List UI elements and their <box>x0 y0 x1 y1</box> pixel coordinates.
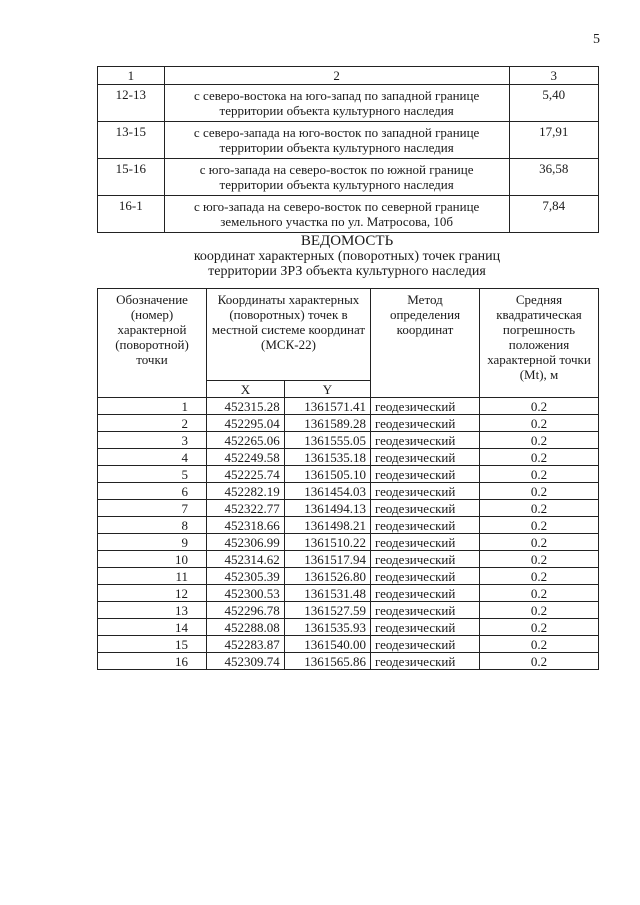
segment-id: 13-15 <box>98 122 165 159</box>
coord-method: геодезический <box>371 585 480 602</box>
segments-header-col-2: 2 <box>164 67 509 85</box>
coord-method: геодезический <box>371 619 480 636</box>
point-number: 16 <box>98 653 207 670</box>
table-row <box>98 636 599 653</box>
coord-y: 1361535.18 <box>284 449 370 466</box>
coord-error: 0.2 <box>480 653 599 670</box>
coord-error: 0.2 <box>480 483 599 500</box>
coord-error: 0.2 <box>480 534 599 551</box>
coord-method: геодезический <box>371 415 480 432</box>
segment-description: с северо-востока на юго-запад по западной границе территории объекта культурного наследия <box>164 85 509 122</box>
table-row <box>98 551 599 568</box>
point-number: 13 <box>98 602 207 619</box>
table-row <box>98 568 599 585</box>
point-number: 10 <box>98 551 207 568</box>
table-row <box>98 466 599 483</box>
coord-y: 1361454.03 <box>284 483 370 500</box>
header-coordinates: Координаты характерных (поворотных) точек в местной системе координат (МСК-22) <box>207 289 371 381</box>
coord-x: 452265.06 <box>207 432 285 449</box>
coord-x: 452282.19 <box>207 483 285 500</box>
coord-y: 1361494.13 <box>284 500 370 517</box>
coord-y: 1361517.94 <box>284 551 370 568</box>
coord-error: 0.2 <box>480 568 599 585</box>
point-number: 4 <box>98 449 207 466</box>
coord-error: 0.2 <box>480 415 599 432</box>
header-y: Y <box>284 381 370 398</box>
coord-error: 0.2 <box>480 636 599 653</box>
segment-id: 12-13 <box>98 85 165 122</box>
table-row <box>98 500 599 517</box>
coord-x: 452315.28 <box>207 398 285 415</box>
coord-error: 0.2 <box>480 449 599 466</box>
coord-y: 1361527.59 <box>284 602 370 619</box>
coord-x: 452249.58 <box>207 449 285 466</box>
segment-description: с юго-запада на северо-восток по северной границе земельного участка по ул. Матросова, 10б <box>164 196 509 233</box>
coord-y: 1361571.41 <box>284 398 370 415</box>
point-number: 5 <box>98 466 207 483</box>
coord-x: 452296.78 <box>207 602 285 619</box>
coord-method: геодезический <box>371 483 480 500</box>
header-x: X <box>207 381 285 398</box>
coord-x: 452318.66 <box>207 517 285 534</box>
coord-method: геодезический <box>371 466 480 483</box>
coord-error: 0.2 <box>480 517 599 534</box>
table-row <box>98 585 599 602</box>
segment-row <box>98 196 599 233</box>
coord-y: 1361526.80 <box>284 568 370 585</box>
segments-header-col-1: 1 <box>98 67 165 85</box>
segments-header-col-3: 3 <box>509 67 598 85</box>
segment-id: 16-1 <box>98 196 165 233</box>
point-number: 15 <box>98 636 207 653</box>
coord-error: 0.2 <box>480 551 599 568</box>
coord-x: 452314.62 <box>207 551 285 568</box>
coord-y: 1361540.00 <box>284 636 370 653</box>
point-number: 9 <box>98 534 207 551</box>
coord-x: 452306.99 <box>207 534 285 551</box>
coord-error: 0.2 <box>480 500 599 517</box>
segments-table <box>97 66 599 233</box>
table-row <box>98 534 599 551</box>
coord-method: геодезический <box>371 653 480 670</box>
coord-x: 452225.74 <box>207 466 285 483</box>
coord-y: 1361535.93 <box>284 619 370 636</box>
point-number: 11 <box>98 568 207 585</box>
coord-x: 452288.08 <box>207 619 285 636</box>
coord-error: 0.2 <box>480 432 599 449</box>
coord-y: 1361555.05 <box>284 432 370 449</box>
statement-subtitle-line-2: территории ЗРЗ объекта культурного наследия <box>208 264 486 279</box>
coord-method: геодезический <box>371 517 480 534</box>
segment-id: 15-16 <box>98 159 165 196</box>
coord-method: геодезический <box>371 534 480 551</box>
point-number: 1 <box>98 398 207 415</box>
coord-y: 1361589.28 <box>284 415 370 432</box>
statement-subtitle-line-1: координат характерных (поворотных) точек границ <box>193 249 501 264</box>
segment-row <box>98 85 599 122</box>
segment-length: 7,84 <box>509 196 598 233</box>
coord-x: 452305.39 <box>207 568 285 585</box>
table-row <box>98 398 599 415</box>
segment-length: 17,91 <box>509 122 598 159</box>
coord-y: 1361505.10 <box>284 466 370 483</box>
coord-error: 0.2 <box>480 619 599 636</box>
table-row <box>98 415 599 432</box>
point-number: 8 <box>98 517 207 534</box>
coord-error: 0.2 <box>480 398 599 415</box>
coord-error: 0.2 <box>480 585 599 602</box>
table-row <box>98 449 599 466</box>
coord-method: геодезический <box>371 551 480 568</box>
segment-description: с юго-запада на северо-восток по южной границе территории объекта культурного наследия <box>164 159 509 196</box>
coord-method: геодезический <box>371 398 480 415</box>
coord-y: 1361565.86 <box>284 653 370 670</box>
header-mean-error: Средняя квадратическая погрешность положения характерной точки (Mt), м <box>480 289 599 398</box>
coord-error: 0.2 <box>480 602 599 619</box>
segment-length: 5,40 <box>509 85 598 122</box>
coord-x: 452295.04 <box>207 415 285 432</box>
coord-method: геодезический <box>371 602 480 619</box>
statement-title: ВЕДОМОСТЬ <box>300 233 394 249</box>
coordinates-table <box>97 288 599 670</box>
coord-error: 0.2 <box>480 466 599 483</box>
point-number: 12 <box>98 585 207 602</box>
table-row <box>98 619 599 636</box>
statement-heading <box>97 234 597 279</box>
table-row <box>98 483 599 500</box>
segments-header-row <box>98 67 599 85</box>
coord-method: геодезический <box>371 500 480 517</box>
point-number: 7 <box>98 500 207 517</box>
point-number: 6 <box>98 483 207 500</box>
point-number: 2 <box>98 415 207 432</box>
table-row <box>98 602 599 619</box>
table-row <box>98 653 599 670</box>
header-method: Метод определения координат <box>371 289 480 398</box>
coords-header-row <box>98 289 599 381</box>
segment-row <box>98 159 599 196</box>
coord-x: 452322.77 <box>207 500 285 517</box>
coord-method: геодезический <box>371 432 480 449</box>
header-point-designation: Обозначение (номер) характерной (поворотной) точки <box>98 289 207 398</box>
point-number: 3 <box>98 432 207 449</box>
table-row <box>98 432 599 449</box>
coord-y: 1361531.48 <box>284 585 370 602</box>
coord-method: геодезический <box>371 449 480 466</box>
coord-method: геодезический <box>371 636 480 653</box>
coord-x: 452309.74 <box>207 653 285 670</box>
coord-y: 1361510.22 <box>284 534 370 551</box>
segment-row <box>98 122 599 159</box>
table-row <box>98 517 599 534</box>
segment-length: 36,58 <box>509 159 598 196</box>
point-number: 14 <box>98 619 207 636</box>
coord-method: геодезический <box>371 568 480 585</box>
coord-x: 452283.87 <box>207 636 285 653</box>
page-number: 5 <box>593 32 600 47</box>
coord-x: 452300.53 <box>207 585 285 602</box>
segment-description: с северо-запада на юго-восток по западной границе территории объекта культурного наследия <box>164 122 509 159</box>
coord-y: 1361498.21 <box>284 517 370 534</box>
